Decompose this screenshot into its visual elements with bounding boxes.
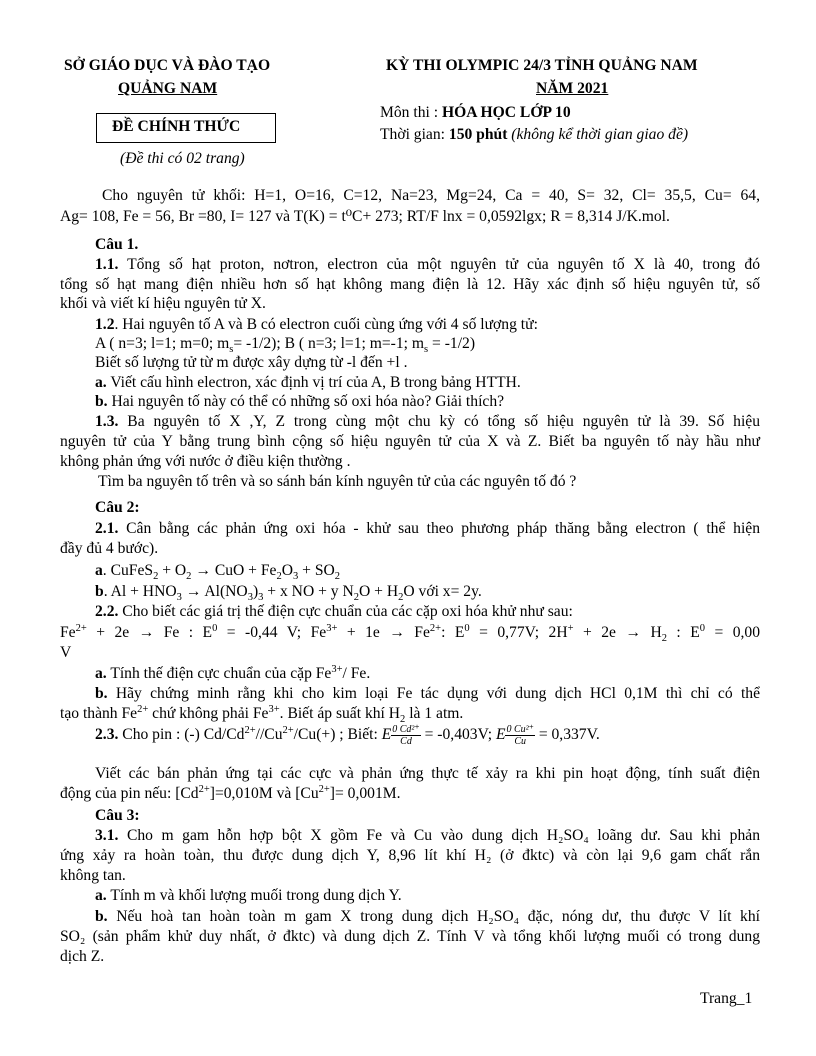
cd-potential-fraction: $\frac{\text{0 Cd²⁺}}{Cd}$	[392, 724, 420, 747]
time-label: Thời gian:	[380, 126, 449, 143]
q1-2-quantum-numbers: A ( n=3; l=1; m=0; $m_s= -1/2$); B ( n=3; l=1; m=-1; $m_s = -1/2$)	[95, 335, 476, 356]
q2-3-line-1: 2.3. Cho pin : (-) $Cd/Cd^{2+}//Cu^{2+}/Cu(+)$ ; Biết: E $\frac{\text{0 Cd²⁺}}{Cd}$ = -0,403V; E $\frac{\text{0 Cu²⁺}}{Cu}$ = 0,337V.	[95, 724, 600, 747]
q3-1-part-b-line-1: b. Nếu hoà tan hoàn toàn m gam X trong dung dịch H₂SO₄ đặc, nóng dư, thu được V lít khí	[95, 908, 760, 925]
q3-1-line-1: 3.1. Cho m gam hỗn hợp bột X gồm Fe và Cu vào dung dịch H₂SO₄ loãng dư. Sau khi phản	[95, 827, 760, 844]
q2-1-reaction-a: a. CuFeS$_2$ + $O_2$ → CuO + $Fe_2O_3 + SO_2$	[95, 562, 341, 583]
question-2-title: Câu 2:	[95, 499, 140, 516]
q1-2-part-b: b. Hai nguyên tố này có thể có những số oxi hóa nào? Giải thích?	[95, 393, 505, 410]
q1-2-part-a: a. Viết cấu hình electron, xác định vị trí của A, B trong bảng HTTH.	[95, 374, 521, 391]
pages-note: (Đề thi có 02 trang)	[120, 150, 245, 167]
question-1-title: Câu 1.	[95, 236, 139, 253]
q1-3-line-3: không phản ứng với nước ở điều kiện thường .	[60, 453, 351, 470]
q1-1-line-3: khối và viết kí hiệu nguyên tử X.	[60, 295, 266, 312]
q2-2-line-1: 2.2. Cho biết các giá trị thế điện cực chuẩn của các cặp oxi hóa khử như sau:	[95, 603, 573, 620]
department-name: SỞ GIÁO DỤC VÀ ĐÀO TẠO	[64, 57, 271, 74]
q1-3-line-2: nguyên tử của Y bằng trung bình cộng số hiệu nguyên tử của X và Z. Biết ba nguyên tố này hầu như	[60, 433, 760, 450]
q3-1-part-b-line-3: dịch Z.	[60, 948, 105, 965]
q1-1-line-2: tổng số hạt mang điện nhiều hơn số hạt không mang điện là 12. Hãy xác định số hiệu nguyên tử, số	[60, 276, 760, 293]
q1-1-line-1: 1.1. Tổng số hạt proton, nơtron, electron của một nguyên tử của nguyên tố X là 40, trong đó	[95, 256, 760, 273]
subject-value: HÓA HỌC LỚP 10	[441, 104, 571, 121]
q2-2-potentials: $Fe^{2+} + 2e \to Fe$ : $E^0 = -0,44$ V; $Fe^{3+} + 1e \to Fe^{2+}$: $E^0 = 0,77V$; $2H^+ + 2e \to H_2$ : $E^0 = 0,00$	[60, 622, 760, 645]
q2-1-reaction-b: b. $Al + HNO_3 \to Al(NO_3)_3 + x$ NO + y $N_2O + H_2O$ với x= 2y.	[95, 583, 482, 604]
q2-3-line-3: động của pin nếu: $[Cd^{2+}]=0,010M$ và $[Cu^{2+}]= 0,001M$.	[60, 783, 401, 802]
time-line	[380, 126, 688, 144]
q3-1-part-b-line-2: SO₂ (sản phẩm khử duy nhất, ở đktc) và dung dịch Z. Tính V và tổng khối lượng muối có trong dung	[60, 928, 760, 945]
subject-line	[380, 104, 571, 122]
q3-1-part-a: a. Tính m và khối lượng muối trong dung dịch Y.	[95, 887, 402, 904]
page-number: Trang_1	[700, 990, 753, 1007]
q2-1-line-1: 2.1. Cân bằng các phản ứng oxi hóa - khử sau theo phương pháp thăng bằng electron ( thể hiện	[95, 520, 760, 537]
q3-1-line-2: ứng xảy ra hoàn toàn, thu được dung dịch Y, 8,96 lít khí H₂ (ở đktc) và còn lại 9,6 gam chất rắn	[60, 847, 760, 864]
intro-line-2: Ag= 108, Fe = 56, Br =80, I= 127 và T(K) = t⁰C+ 273; RT/F lnx = 0,0592lgx; R = 8,314 J/K.mol.	[60, 208, 670, 225]
subject-label: Môn thi :	[380, 104, 442, 121]
time-value: 150 phút	[448, 126, 508, 143]
q2-2-part-a: a. Tính thế điện cực chuẩn của cặp $Fe^{3+}/$ Fe.	[95, 663, 371, 682]
province-name: QUẢNG NAM	[118, 80, 218, 97]
exam-title: KỲ THI OLYMPIC 24/3 TỈNH QUẢNG NAM	[386, 57, 698, 74]
q2-2-unit: V	[60, 644, 72, 661]
q3-1-line-3: không tan.	[60, 867, 126, 884]
q1-3-line-1: 1.3. Ba nguyên tố X ,Y, Z trong cùng một chu kỳ có tổng số hiệu nguyên tử là 39. Số hiệu	[95, 413, 760, 430]
exam-year: NĂM 2021	[536, 80, 609, 97]
cu-potential-fraction: $\frac{\text{0 Cu²⁺}}{Cu}$	[506, 724, 534, 747]
q1-3-line-4: Tìm ba nguyên tố trên và so sánh bán kính nguyên tử của các nguyên tố đó ?	[98, 473, 577, 490]
intro-line-1: Cho nguyên tử khối: H=1, O=16, C=12, Na=23, Mg=24, Ca = 40, S= 32, Cl= 35,5, Cu= 64,	[102, 187, 760, 204]
q2-2-part-b-line-1: b. Hãy chứng minh rằng khi cho kim loại Fe tác dụng với dung dịch HCl 0,1M thì chỉ có thể	[95, 685, 760, 702]
q2-3-line-2: Viết các bán phản ứng tại các cực và phản ứng thực tế xảy ra khi pin hoạt động, tính suất điện	[95, 765, 760, 782]
time-note: (không kể thời gian giao đề)	[507, 126, 689, 143]
official-exam-label: ĐỀ CHÍNH THỨC	[112, 118, 241, 135]
q2-1-line-2: đầy đủ 4 bước).	[60, 540, 159, 557]
q1-2-line-1: 1.2. Hai nguyên tố A và B có electron cuối cùng ứng với 4 số lượng tử:	[95, 316, 538, 333]
q2-2-part-b-line-2: tạo thành $Fe^{2+}$ chứ không phải $Fe^{3+}$. Biết áp suất khí $H_2$ là 1 atm.	[60, 703, 464, 726]
question-3-title: Câu 3:	[95, 807, 140, 824]
q1-2-line-3: Biết số lượng tử từ m được xây dựng từ -l đến +l .	[95, 354, 408, 371]
